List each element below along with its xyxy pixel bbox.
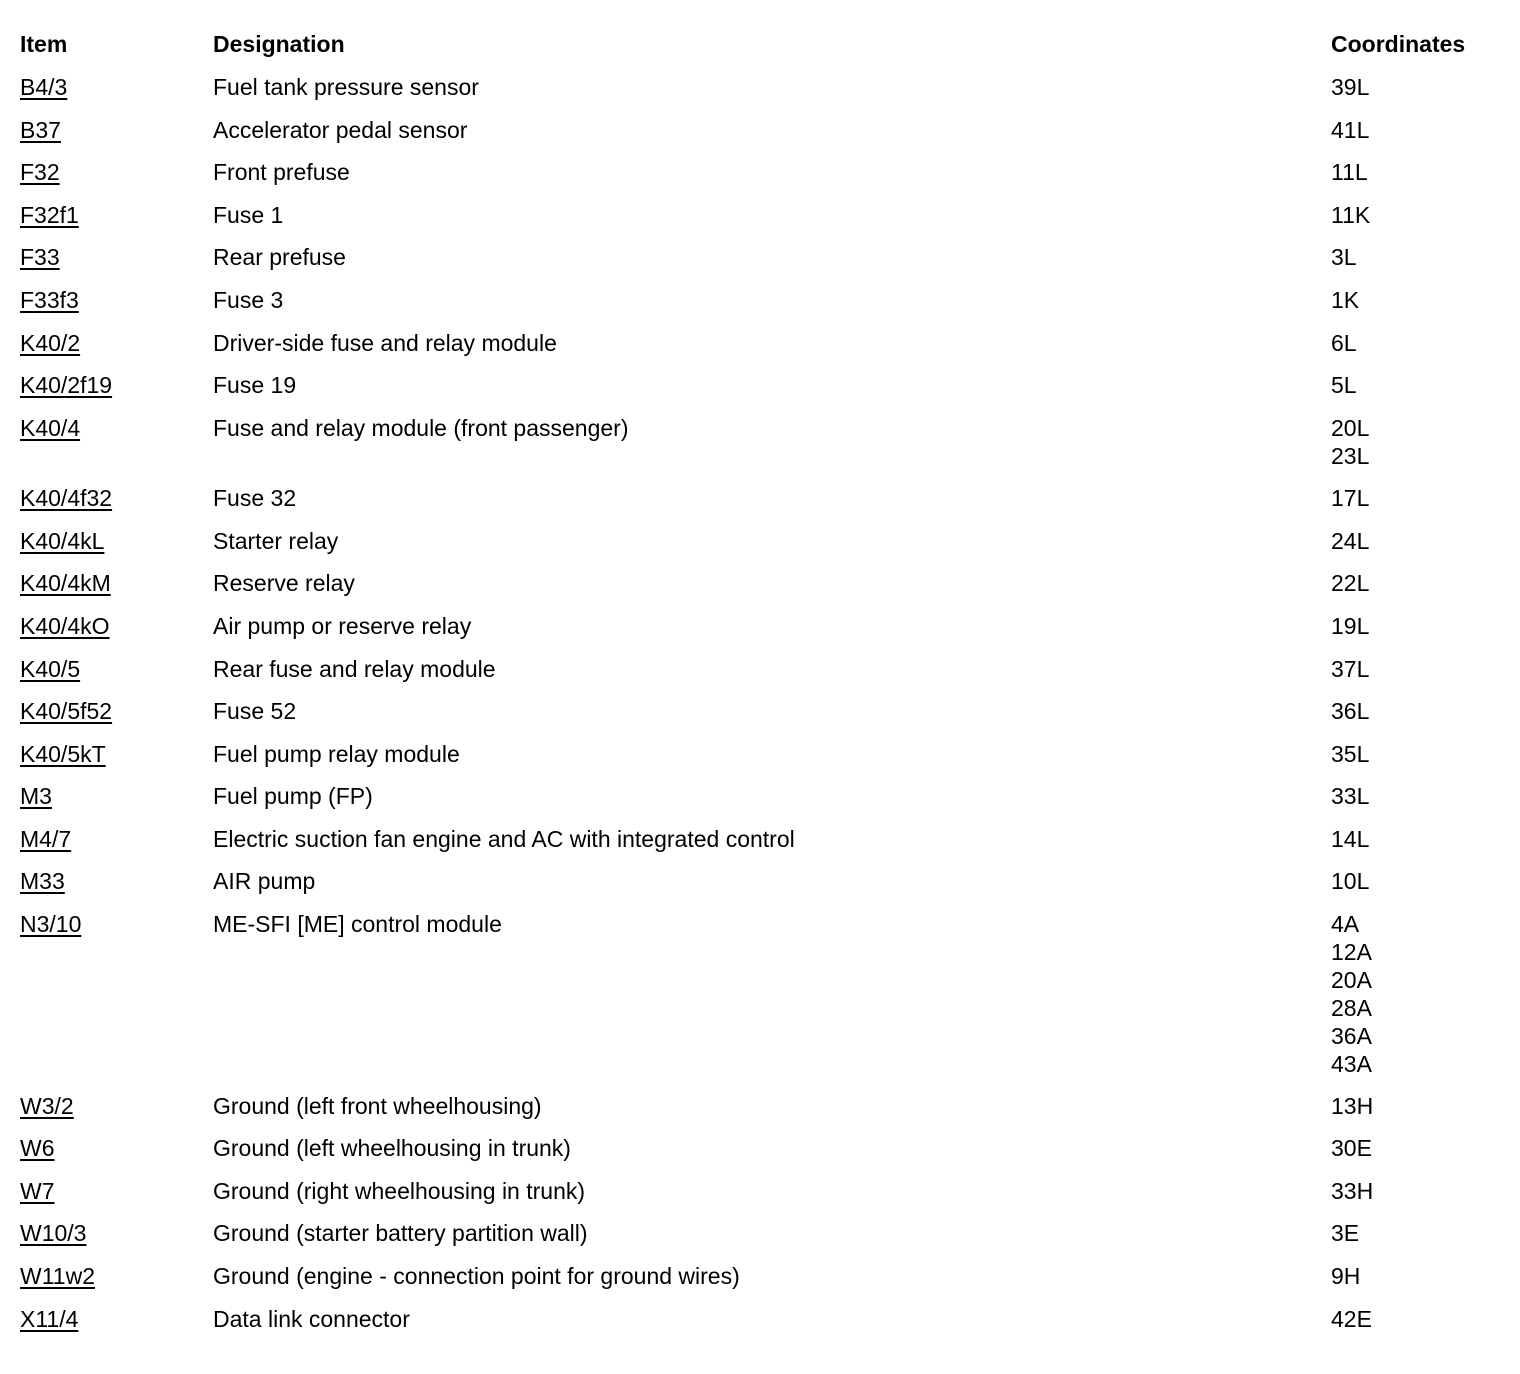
designation-text: Front prefuse: [213, 159, 350, 186]
coordinates-cell: [1331, 782, 1369, 810]
coordinates-cell: [1331, 910, 1372, 1078]
designation-text: Rear prefuse: [213, 244, 346, 271]
item-link[interactable]: M33: [20, 868, 65, 895]
coordinate-value: 5L: [1331, 372, 1357, 399]
coordinate-value: 24L: [1331, 527, 1370, 554]
coordinates-cell: [1331, 740, 1369, 768]
coordinates-cell: [1331, 655, 1369, 683]
coordinate-value: 6L: [1331, 329, 1357, 356]
coordinates-cell: [1331, 116, 1369, 144]
header-designation: Designation: [213, 31, 345, 57]
item-link[interactable]: K40/2: [20, 329, 81, 356]
coordinates-cell: [1331, 1177, 1373, 1205]
item-link[interactable]: K40/5: [20, 655, 81, 682]
item-link[interactable]: N3/10: [20, 911, 82, 938]
table-row: [20, 329, 1500, 372]
designation-text: Fuse and relay module (front passenger): [213, 414, 629, 441]
table-row: [20, 286, 1500, 329]
table-row: [20, 484, 1500, 527]
coordinate-value: 30E: [1331, 1135, 1372, 1162]
coordinate-value: 43A: [1331, 1051, 1372, 1078]
designation-text: Reserve relay: [213, 570, 355, 597]
item-link[interactable]: W3/2: [20, 1092, 74, 1119]
designation-text: Ground (left wheelhousing in trunk): [213, 1135, 571, 1162]
designation-text: Ground (right wheelhousing in trunk): [213, 1177, 586, 1204]
coordinates-cell: [1331, 414, 1369, 470]
coordinate-value: 33H: [1331, 1177, 1374, 1204]
coordinates-cell: [1331, 1305, 1372, 1333]
item-link[interactable]: B37: [20, 116, 61, 143]
coordinate-value: 3L: [1331, 244, 1357, 271]
designation-text: Fuse 3: [213, 286, 284, 313]
coordinates-cell: [1331, 484, 1369, 512]
item-link[interactable]: F32f1: [20, 201, 79, 228]
table-row: [20, 414, 1500, 484]
coordinates-cell: [1331, 243, 1357, 271]
coordinate-value: 36A: [1331, 1023, 1372, 1050]
coordinate-value: 17L: [1331, 485, 1370, 512]
table-header-row: [20, 30, 1500, 73]
coordinate-value: 20A: [1331, 967, 1372, 994]
item-link[interactable]: B4/3: [20, 74, 68, 100]
table-row: [20, 740, 1500, 783]
coordinate-value: 3E: [1331, 1220, 1360, 1247]
designation-text: Accelerator pedal sensor: [213, 116, 468, 143]
designation-text: Driver-side fuse and relay module: [213, 329, 557, 356]
coordinate-value: 33L: [1331, 783, 1370, 810]
coordinate-value: 35L: [1331, 740, 1370, 767]
table-row: [20, 116, 1500, 159]
coordinate-value: 39L: [1331, 74, 1370, 100]
coordinate-value: 13H: [1331, 1092, 1374, 1119]
designation-text: Ground (engine - connection point for ground wires): [213, 1263, 740, 1290]
item-link[interactable]: M4/7: [20, 825, 72, 852]
coordinate-value: 28A: [1331, 995, 1372, 1022]
coordinates-cell: [1331, 1134, 1372, 1162]
item-link[interactable]: F33f3: [20, 286, 79, 313]
coordinates-cell: [1331, 825, 1369, 853]
designation-text: Fuel tank pressure sensor: [213, 74, 479, 100]
designation-text: Fuse 19: [213, 372, 297, 399]
designation-text: Data link connector: [213, 1305, 410, 1332]
designation-text: Fuel pump relay module: [213, 740, 460, 767]
coordinate-value: 20L: [1331, 414, 1370, 441]
table-row: [20, 527, 1500, 570]
designation-text: Ground (left front wheelhousing): [213, 1092, 542, 1119]
coordinates-cell: [1331, 73, 1369, 101]
table-row: [20, 158, 1500, 201]
coordinates-cell: [1331, 371, 1357, 399]
table-row: [20, 782, 1500, 825]
table-row: [20, 243, 1500, 286]
item-link[interactable]: K40/4f32: [20, 485, 113, 512]
coordinates-cell: [1331, 158, 1368, 186]
designation-text: Fuse 52: [213, 698, 297, 725]
table-row: [20, 569, 1500, 612]
designation-text: Fuse 32: [213, 485, 297, 512]
coordinate-value: 4A: [1331, 911, 1360, 938]
item-link[interactable]: W11w2: [20, 1263, 95, 1290]
designation-text: Starter relay: [213, 527, 339, 554]
table-row: [20, 825, 1500, 868]
coordinate-value: 9H: [1331, 1263, 1361, 1290]
coordinates-cell: [1331, 286, 1359, 314]
designation-text: ME-SFI [ME] control module: [213, 911, 502, 938]
coordinates-cell: [1331, 1219, 1359, 1247]
coordinate-value: 22L: [1331, 570, 1370, 597]
designation-text: Air pump or reserve relay: [213, 612, 472, 639]
component-legend-table: [20, 30, 1500, 1347]
table-row: [20, 1177, 1500, 1220]
coordinates-cell: [1331, 1092, 1373, 1120]
coordinate-value: 11L: [1331, 159, 1368, 186]
coordinate-value: 10L: [1331, 868, 1370, 895]
table-row: [20, 1262, 1500, 1305]
coordinate-value: 19L: [1331, 612, 1370, 639]
item-link[interactable]: F32: [20, 159, 60, 186]
table-row: [20, 1305, 1500, 1348]
coordinate-value: 1K: [1331, 286, 1360, 313]
table-row: [20, 612, 1500, 655]
item-link[interactable]: K40/4: [20, 414, 81, 441]
coordinate-value: 12A: [1331, 939, 1372, 966]
coordinates-cell: [1331, 329, 1357, 357]
designation-text: Fuse 1: [213, 201, 284, 228]
item-link[interactable]: K40/4kL: [20, 527, 105, 554]
table-row: [20, 73, 1500, 116]
item-link[interactable]: K40/4kM: [20, 570, 111, 597]
item-link[interactable]: W6: [20, 1135, 55, 1162]
table-row: [20, 201, 1500, 244]
coordinate-value: 37L: [1331, 655, 1370, 682]
item-link[interactable]: X11/4: [20, 1305, 79, 1332]
coordinates-cell: [1331, 697, 1369, 725]
table-row: [20, 371, 1500, 414]
designation-text: AIR pump: [213, 868, 316, 895]
table-row: [20, 697, 1500, 740]
coordinate-value: 23L: [1331, 442, 1370, 469]
coordinate-value: 42E: [1331, 1305, 1372, 1332]
item-link[interactable]: K40/5kT: [20, 740, 106, 767]
item-link[interactable]: W10/3: [20, 1220, 87, 1247]
coordinate-value: 14L: [1331, 825, 1370, 852]
item-link[interactable]: K40/4kO: [20, 612, 110, 639]
designation-text: Electric suction fan engine and AC with integrated control: [213, 825, 795, 852]
table-body: [20, 73, 1500, 1347]
coordinates-cell: [1331, 527, 1369, 555]
item-link[interactable]: M3: [20, 783, 52, 810]
coordinates-cell: [1331, 612, 1369, 640]
table-row: [20, 1134, 1500, 1177]
coordinate-value: 41L: [1331, 116, 1370, 143]
designation-text: Ground (starter battery partition wall): [213, 1220, 588, 1247]
coordinates-cell: [1331, 201, 1370, 229]
table-row: [20, 1092, 1500, 1135]
coordinate-value: 36L: [1331, 698, 1370, 725]
coordinates-cell: [1331, 867, 1369, 895]
designation-text: Fuel pump (FP): [213, 783, 373, 810]
item-link[interactable]: K40/5f52: [20, 698, 113, 725]
item-link[interactable]: W7: [20, 1177, 55, 1204]
table-row: [20, 867, 1500, 910]
coordinates-cell: [1331, 1262, 1360, 1290]
header-coordinates: Coordinates: [1331, 31, 1466, 57]
table-row: [20, 655, 1500, 698]
item-link[interactable]: K40/2f19: [20, 372, 113, 399]
coordinates-cell: [1331, 569, 1369, 597]
table-row: [20, 1219, 1500, 1262]
header-item: Item: [20, 31, 68, 57]
designation-text: Rear fuse and relay module: [213, 655, 496, 682]
table-row: [20, 910, 1500, 1092]
coordinate-value: 11K: [1331, 201, 1371, 228]
item-link[interactable]: F33: [20, 244, 60, 271]
